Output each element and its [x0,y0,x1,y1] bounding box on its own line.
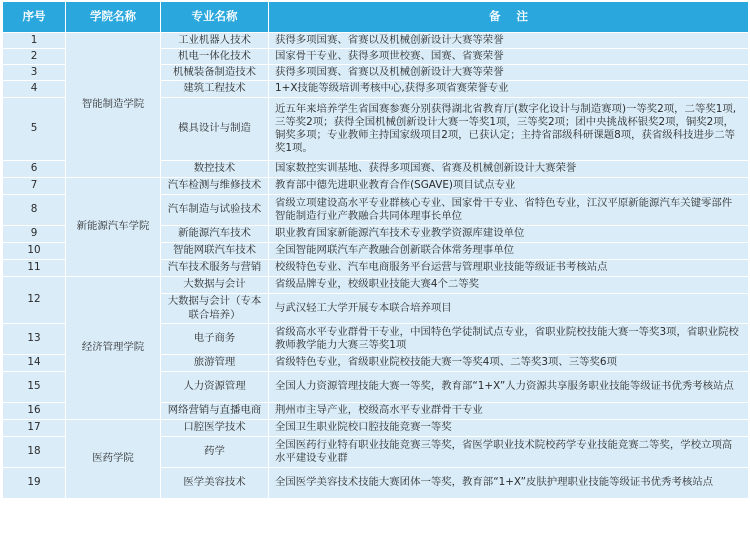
college-name: 新能源汽车学院 [66,178,161,277]
row-number: 5 [3,98,66,161]
major-name: 建筑工程技术 [161,81,269,98]
college-name: 智能制造学院 [66,33,161,178]
major-note: 国家骨干专业、获得多项世校赛、国赛、省赛荣誉 [269,49,749,65]
college-name: 医药学院 [66,420,161,499]
major-name: 机电一体化技术 [161,49,269,65]
major-name: 汽车制造与试验技术 [161,195,269,226]
table-row [3,277,749,294]
header-row [3,2,749,33]
major-name: 药学 [161,437,269,468]
major-name: 人力资源管理 [161,372,269,403]
row-number: 14 [3,355,66,372]
header-serial: 序号 [3,2,66,33]
row-number: 6 [3,161,66,178]
header-notes: 备 注 [269,2,749,33]
row-number: 19 [3,468,66,499]
major-name: 模具设计与制造 [161,98,269,161]
major-note: 校级特色专业、汽车电商服务平台运营与管理职业技能等级证书考核站点 [269,260,749,277]
row-number: 2 [3,49,66,65]
major-note: 获得多项国赛、省赛以及机械创新设计大赛等荣誉 [269,33,749,49]
major-note: 全国医药行业特有职业技能竞赛三等奖，省医学职业技术院校药学专业技能竞赛二等奖，学校立项高水平建设专业群 [269,437,749,468]
major-name: 旅游管理 [161,355,269,372]
major-name: 电子商务 [161,324,269,355]
major-note: 荆州市主导产业，校级高水平专业群骨干专业 [269,403,749,420]
row-number: 4 [3,81,66,98]
header-college: 学院名称 [66,2,161,33]
major-name: 机械装备制造技术 [161,65,269,81]
major-note: 省级立项建设高水平专业群核心专业、国家骨干专业、省特色专业，江汉平原新能源汽车关键零部件智能制造行业产教融合共同体理事长单位 [269,195,749,226]
row-number: 11 [3,260,66,277]
majors-table [2,1,749,499]
major-note: 职业教育国家新能源汽车技术专业教学资源库建设单位 [269,226,749,243]
major-note: 全国智能网联汽车产教融合创新联合体常务理事单位 [269,243,749,260]
row-number: 13 [3,324,66,355]
row-number: 10 [3,243,66,260]
row-number: 12 [3,277,66,324]
major-note: 省级高水平专业群骨干专业，中国特色学徒制试点专业，省职业院校技能大赛一等奖3项，省职业院校教师教学能力大赛三等奖1项 [269,324,749,355]
row-number: 3 [3,65,66,81]
major-name: 汽车技术服务与营销 [161,260,269,277]
header-major: 专业名称 [161,2,269,33]
row-number: 7 [3,178,66,195]
row-number: 15 [3,372,66,403]
major-note: 获得多项国赛、省赛以及机械创新设计大赛等荣誉 [269,65,749,81]
college-name: 经济管理学院 [66,277,161,420]
major-name: 口腔医学技术 [161,420,269,437]
major-note: 教育部中德先进职业教育合作(SGAVE)项目试点专业 [269,178,749,195]
row-number: 9 [3,226,66,243]
major-name: 工业机器人技术 [161,33,269,49]
major-note: 省级品牌专业，校级职业技能大赛4个二等奖 [269,277,749,294]
major-note: 近五年来培养学生省国赛参赛分别获得湖北省教育厅(数字化设计与制造赛项)一等奖2项，二等奖1项,三等奖2项；获得全国机械创新设计大赛一等奖1项，三等奖2项；团中央挑战杯银奖2项，铜奖2项，铜奖多项；专业教师主持国家级项目2项，已获认定；主持省部级科研课题8项，获省级科技进步二等奖1项。 [269,98,749,161]
major-name: 汽车检测与维修技术 [161,178,269,195]
table-row [3,420,749,437]
major-name: 数控技术 [161,161,269,178]
major-note: 全国卫生职业院校口腔技能竞赛一等奖 [269,420,749,437]
major-name: 医学美容技术 [161,468,269,499]
major-name: 网络营销与直播电商 [161,403,269,420]
major-name: 智能网联汽车技术 [161,243,269,260]
major-name: 新能源汽车技术 [161,226,269,243]
major-note: 省级特色专业，省级职业院校技能大赛一等奖4项、二等奖3项、三等奖6项 [269,355,749,372]
row-number: 16 [3,403,66,420]
major-note: 1+X技能等级培训考核中心,获得多项省赛荣誉专业 [269,81,749,98]
row-number: 18 [3,437,66,468]
major-note: 与武汉轻工大学开展专本联合培养项目 [269,294,749,324]
major-note: 全国医学美容技术技能大赛团体一等奖，教育部“1+X”皮肤护理职业技能等级证书优秀考核站点 [269,468,749,499]
table-row [3,33,749,49]
row-number: 8 [3,195,66,226]
table-row [3,178,749,195]
row-number: 17 [3,420,66,437]
major-name: 大数据与会计 [161,277,269,294]
major-note: 国家数控实训基地、获得多项国赛、省赛及机械创新设计大赛荣誉 [269,161,749,178]
major-note: 全国人力资源管理技能大赛一等奖，教育部“1+X”人力资源共享服务职业技能等级证书优秀考核站点 [269,372,749,403]
row-number: 1 [3,33,66,49]
major-name: 大数据与会计（专本联合培养） [161,294,269,324]
